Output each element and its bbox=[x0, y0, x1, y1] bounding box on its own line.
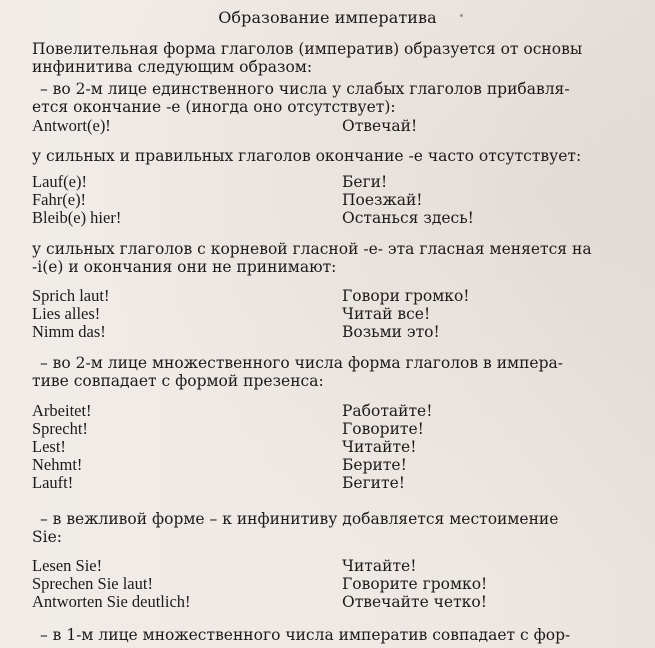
example-ru: Читайте! bbox=[342, 438, 417, 456]
intro-line-1: Повелительная форма глаголов (императив) образуется от основы bbox=[32, 40, 583, 58]
example-de: Lies alles! bbox=[32, 304, 101, 323]
example-ru: Читайте! bbox=[342, 557, 417, 575]
example-de: Lest! bbox=[32, 437, 66, 456]
rule4-line-1: – во 2-м лице множественного числа форма глаголов в импера- bbox=[40, 354, 563, 372]
rule1-line-2: ется окончание -е (иногда оно отсутствует): bbox=[32, 98, 396, 116]
example-de: Sprechen Sie laut! bbox=[32, 574, 153, 593]
example-de: Antworten Sie deutlich! bbox=[32, 592, 191, 611]
example-ru: Берите! bbox=[342, 456, 407, 474]
example-de: Nehmt! bbox=[32, 455, 83, 474]
example-de: Antwort(e)! bbox=[32, 116, 111, 135]
example-de: Lesen Sie! bbox=[32, 556, 103, 575]
example-de: Lauft! bbox=[32, 473, 74, 492]
rule5-line-2: Sie: bbox=[32, 528, 62, 546]
rule3-line-1: у сильных глаголов с корневой гласной -е- эта гласная меняется на bbox=[32, 240, 592, 258]
example-de: Bleib(e) hier! bbox=[32, 208, 122, 227]
example-ru: Говорите громко! bbox=[342, 575, 488, 593]
example-ru: Отвечай! bbox=[342, 117, 418, 135]
example-ru: Отвечайте четко! bbox=[342, 593, 487, 611]
example-ru: Читай все! bbox=[342, 305, 431, 323]
example-de: Sprecht! bbox=[32, 419, 88, 438]
intro-line-2: инфинитива следующим образом: bbox=[32, 58, 313, 76]
example-de: Nimm das! bbox=[32, 322, 106, 341]
rule4-line-2: тиве совпадает с формой презенса: bbox=[32, 372, 324, 390]
example-de: Arbeitet! bbox=[32, 401, 92, 420]
rule5-line-1: – в вежливой форме – к инфинитиву добавляется местоимение bbox=[40, 510, 559, 528]
rule2-line: у сильных и правильных глаголов окончание -е часто отсутствует: bbox=[32, 147, 582, 165]
example-ru: Беги! bbox=[342, 173, 388, 191]
example-ru: Говорите! bbox=[342, 420, 424, 438]
example-de: Lauf(e)! bbox=[32, 172, 87, 191]
example-ru: Возьми это! bbox=[342, 323, 440, 341]
rule3-line-2: -i(e) и окончания они не принимают: bbox=[32, 258, 337, 276]
rule1-line-1: – во 2-м лице единственного числа у слабых глаголов прибавля- bbox=[40, 80, 570, 98]
rule6-line: – в 1-м лице множественного числа императив совпадает с фор- bbox=[40, 626, 571, 644]
example-ru: Бегите! bbox=[342, 474, 405, 492]
example-ru: Говори громко! bbox=[342, 287, 470, 305]
example-ru: Поезжай! bbox=[342, 191, 423, 209]
example-ru: Работайте! bbox=[342, 402, 433, 420]
example-de: Sprich laut! bbox=[32, 286, 110, 305]
example-de: Fahr(e)! bbox=[32, 190, 87, 209]
page-title: Образование императива bbox=[218, 8, 437, 27]
example-ru: Останься здесь! bbox=[342, 209, 474, 227]
